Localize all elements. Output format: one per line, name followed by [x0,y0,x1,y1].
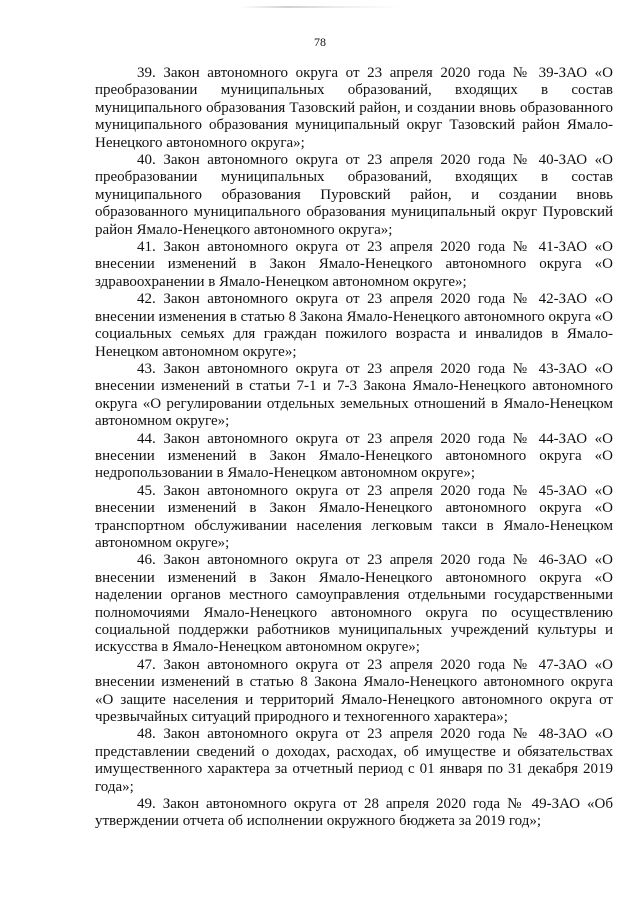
page-number: 78 [314,35,326,49]
scan-artifact [240,6,400,8]
law-entry-47: 47. Закон автономного округа от 23 апреля 2020 года № 47-ЗАО «О внесении изменений в статью 8 Закона Ямало-Ненецкого автономного округа «О защите населения и территорий Ямало-Ненецкого автономного округа от чрезвычайных ситуаций природного и техногенного характера»; [95,656,613,726]
law-entry-44: 44. Закон автономного округа от 23 апреля 2020 года № 44-ЗАО «О внесении изменений в Закон Ямало-Ненецкого автономного округа «О недропользовании в Ямало-Ненецком автономном округе»; [95,430,613,482]
law-entry-45: 45. Закон автономного округа от 23 апреля 2020 года № 45-ЗАО «О внесении изменений в Закон Ямало-Ненецкого автономного округа «О транспортном обслуживании населения легковым такси в Ямало-Ненецком автономном округе»; [95,482,613,551]
law-entry-41: 41. Закон автономного округа от 23 апреля 2020 года № 41-ЗАО «О внесении изменений в Закон Ямало-Ненецкого автономного округа «О здравоохранении в Ямало-Ненецком автономном округе»; [95,239,613,290]
law-entry-42: 42. Закон автономного округа от 23 апреля 2020 года № 42-ЗАО «О внесении изменения в статью 8 Закона Ямало-Ненецкого автономного округа «О социальных семьях для граждан пожилого возраста и инвалидов в Ямало-Ненецком автономном округе»; [95,291,613,360]
law-entry-49: 49. Закон автономного округа от 28 апреля 2020 года № 49-ЗАО «Об утверждении отчета об исполнении окружного бюджета за 2019 год»; [95,796,613,830]
law-entry-39: 39. Закон автономного округа от 23 апреля 2020 года № 39-ЗАО «О преобразовании муниципальных образований, входящих в состав муниципального образования Тазовский район, и создании вновь образованного муниципального образования муниципальный округ Тазовский район Ямало-Ненецкого автономного округа»; [95,65,613,151]
law-list [95,65,613,831]
law-entry-43: 43. Закон автономного округа от 23 апреля 2020 года № 43-ЗАО «О внесении изменений в статьи 7-1 и 7-3 Закона Ямало-Ненецкого автономного округа «О регулировании отдельных земельных отношений в Ямало-Ненецком автономном округе»; [95,360,613,430]
law-entry-46: 46. Закон автономного округа от 23 апреля 2020 года № 46-ЗАО «О внесении изменений в Закон Ямало-Ненецкого автономного округа «О наделении органов местного самоуправления отдельными государственными полномочиями Ямало-Ненецкого автономного округа по осуществлению социальной поддержки работников муниципальных учреждений культуры и искусства в Ямало-Ненецком автономном округе»; [95,552,613,656]
law-entry-40: 40. Закон автономного округа от 23 апреля 2020 года № 40-ЗАО «О преобразовании муниципальных образований, входящих в состав муниципального образования Пуровский район, и создании вновь образованного муниципального образования муниципальный округ Пуровский район Ямало-Ненецкого автономного округа»; [95,152,613,238]
law-entry-48: 48. Закон автономного округа от 23 апреля 2020 года № 48-ЗАО «О представлении сведений о доходах, расходах, об имуществе и обязательствах имущественного характера за отчетный период с 01 января по 31 декабря 2019 года»; [95,726,613,795]
